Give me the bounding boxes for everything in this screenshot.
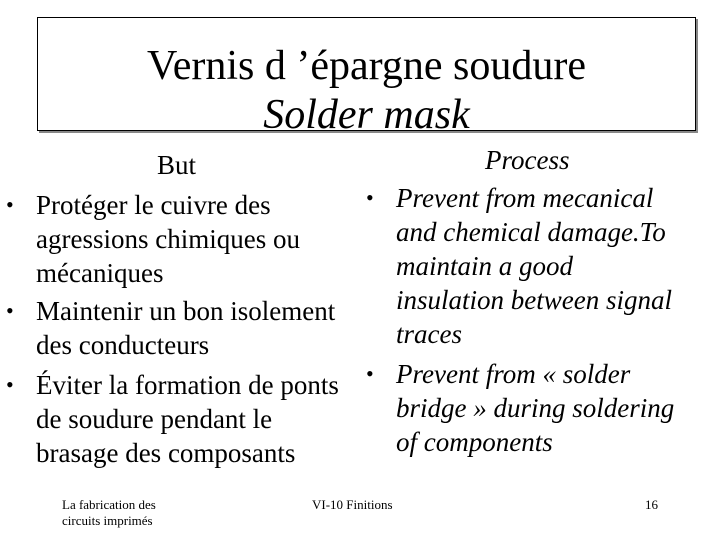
- slide-subtitle: Solder mask: [263, 92, 470, 138]
- footer-course-line-1: La fabrication des: [62, 497, 156, 512]
- right-bullet-1-line-2: and chemical damage.To: [396, 217, 666, 247]
- right-bullet-2-line-3: of components: [396, 427, 553, 457]
- left-bullet-2-line-2: des conducteurs: [36, 330, 210, 360]
- bullet-icon: •: [6, 192, 14, 217]
- bullet-icon: •: [366, 361, 374, 386]
- footer-course-name: [62, 497, 192, 529]
- right-bullet-1-line-4: insulation between signal: [396, 285, 672, 315]
- right-heading: Process: [485, 145, 570, 175]
- right-bullet-2-line-1: Prevent from « solder: [396, 359, 631, 389]
- left-bullet-3-line-3: brasage des composants: [36, 438, 296, 468]
- bullet-icon: •: [6, 298, 14, 323]
- left-bullet-2-line-1: Maintenir un bon isolement: [36, 296, 336, 326]
- title-box: [37, 17, 696, 138]
- left-bullet-1-line-1: Protéger le cuivre des: [36, 190, 271, 220]
- footer-course-line-2: circuits imprimés: [62, 513, 153, 528]
- right-bullet-1-line-3: maintain a good: [396, 251, 574, 281]
- left-bullet-1-line-3: mécaniques: [36, 258, 164, 288]
- page-number: 16: [645, 497, 658, 512]
- slide-title: Vernis d ’épargne soudure: [147, 43, 586, 89]
- bullet-icon: •: [366, 185, 374, 210]
- left-bullet-3-line-2: de soudure pendant le: [36, 404, 273, 434]
- footer-section: VI-10 Finitions: [312, 497, 393, 512]
- right-bullet-2-line-2: bridge » during soldering: [396, 393, 675, 423]
- left-bullet-3-line-1: Éviter la formation de ponts: [36, 370, 339, 400]
- bullet-icon: •: [6, 372, 14, 397]
- right-bullet-1-line-1: Prevent from mecanical: [396, 183, 654, 213]
- right-bullet-1-line-5: traces: [396, 319, 462, 349]
- left-bullet-1-line-2: agressions chimiques ou: [36, 224, 300, 254]
- left-heading: But: [157, 150, 197, 180]
